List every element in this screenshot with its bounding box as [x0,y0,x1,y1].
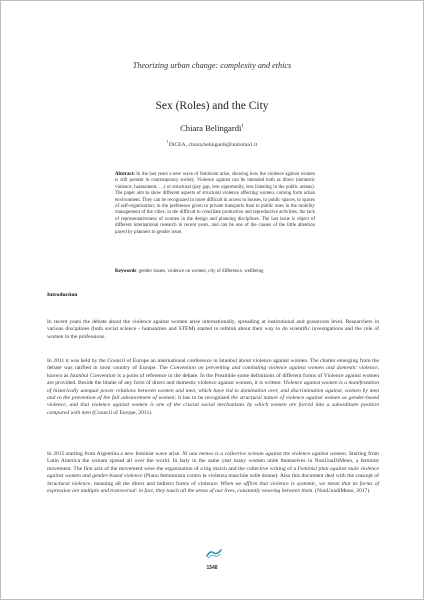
p2-text: is a point of reference in the debate. In the Preamble some definitions of different forms of Violence against women are provided. Beside the blame of any form of direct and domestic violence against women, it is written: [47,372,380,387]
wave-logo-icon [206,547,222,559]
affiliation-line [1,139,423,148]
page-number: 1548 [206,565,218,571]
abstract-label: Abstract: [115,172,135,177]
p2-italic: Convention on preventing and combating violence against women and domestic violence [169,365,378,372]
p3-text: In 2015 starting from Argentina a new feminist wave arise. [47,451,183,457]
affiliation-superscript: 1 [166,139,169,144]
p3-italic: Feminist plan against male violence against women and gender-based violence [47,465,380,480]
p2-italic: Istanbul Convention [70,372,116,379]
intro-paragraph-1: In recent years the debate about the violence against women arise internationally, spreading at institutional and grassroots level. Researchers in various disciplines (both social science - humanities and STEM) started to rethink about their way to do scientific investigations and the role of women in the professions. [47,319,379,340]
p3-text: (Piano femminista contro la violenza maschile sulle donne). Also this document deal with the concept of [142,473,379,480]
page-footer [1,541,423,591]
keywords [115,269,335,275]
p2-quote: Violence against women is a manifestation of historically unequal power relations between women and men, which have led to domination over, and discrimination against, women by men and to the prevention of the full advancement of women; [47,380,379,402]
p2-quote: the structural nature of violence against women as gender-based violence, and that violence against women is one of the crucial social mechanisms by which women are forced into a subordinate position compared with men [47,395,379,416]
p2-text: it has to be recognised [176,395,232,402]
p2-text: In 2011 it was held by the Council of Europe an international conference in Istanbul about violence against women. The charter emerging from the debate was ratified in most country of Europe. The [47,358,379,372]
p3-text: , meaning all the direct and indirect forms of violence: [90,480,221,487]
p3-citation: (NonUnadiMeno, 2017). [313,488,371,495]
p2-citation: (Council of Europe, 2011). [90,409,153,416]
p3-italic: Structural violence [47,480,91,487]
p3-quote: When we affirm that violence is systemic, we mean that its forms of expression are multiple and transversal: in fact, they touch all the areas of our lives, constantly weaving between them. [47,480,380,495]
p3-italic: Ni una menos is a collective scream against the violence against women [182,451,346,457]
abstract [115,172,315,236]
author-superscript: 1 [241,124,244,130]
abstract-text: In the last years a new wave of feminism arise, showing how the violence against women is still present in contemporary society. Violence against can be intended both as direct (domestic violence, harassment, …) or structural (pay gap, less opportunity, less listening in the public arenas). The paper aim to show different aspects of structural violence affecting women, coming form urban environment. They can be recognized in more difficult in access to houses, to public spaces, to spaces of self-organization; in the preference given to private transports than to public ones in the mobility management of the cities; in the difficult to conciliate productive and reproductive activities; the lack of representativeness of women in the design and planning disciplines. The last issue is object of different international research in recent years, and can be one of the causes of the little attention payed by planners to gender issue. [115,172,315,235]
keywords-label: Keywords [115,269,137,274]
affiliation-text: DiCEA, chiara.belingardi@uniroma1.it [168,141,258,148]
p2-text: , known as [47,365,379,379]
author-name: Chiara Belingardi [180,123,242,133]
p3-text: . Starting from Latin America the scream spread all over the world. In Italy in the same year many women unite themselves in NonUnaDiMeno, a feminist movement. The first acts of the movement were the organization of a big march and the collective writing of a [47,451,379,472]
paper-title: Sex (Roles) and the City [155,100,269,112]
author-line [1,123,423,133]
intro-paragraph-2 [47,358,379,417]
section-heading-introduction: Introduction [47,292,78,298]
running-header: Theorizing urban change: complexity and ethics [132,61,292,70]
keywords-text: : gender issues, violence on women, city of difference, wellbeing [136,269,264,274]
intro-paragraph-3 [47,451,379,495]
